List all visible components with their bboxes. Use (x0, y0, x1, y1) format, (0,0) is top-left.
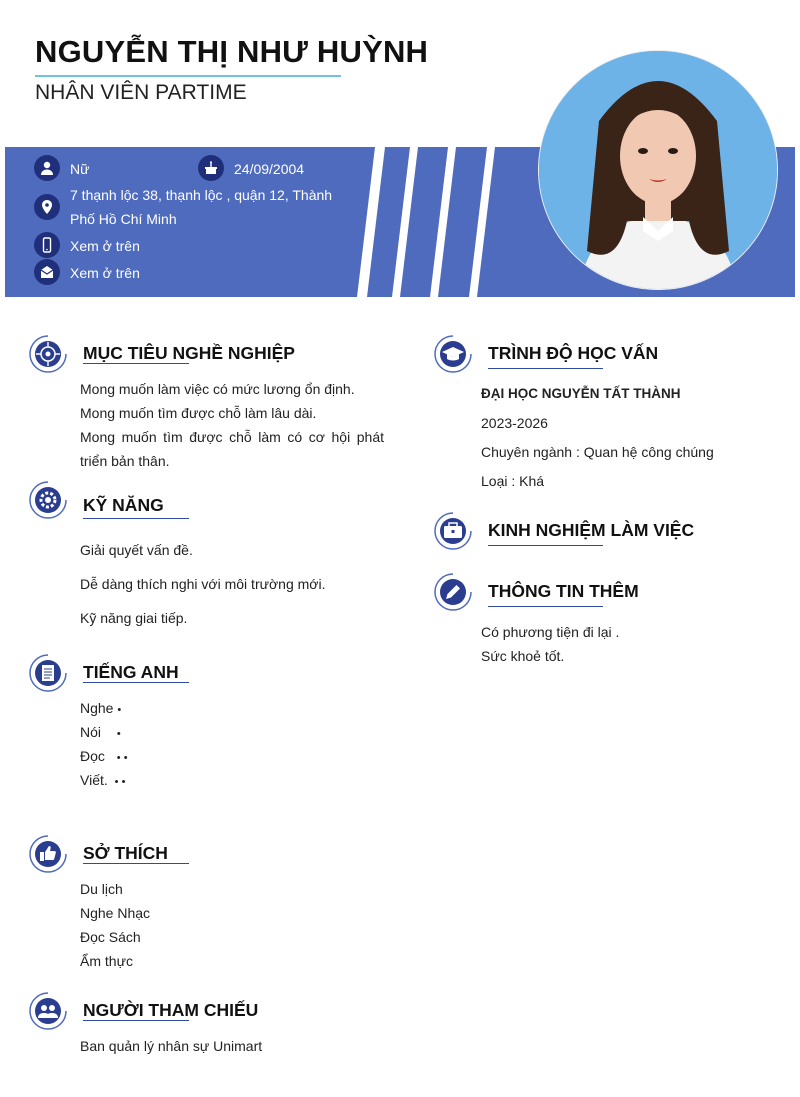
education-years: 2023-2026 (481, 415, 548, 431)
phone-icon (34, 232, 60, 258)
additional-underline (488, 606, 603, 607)
english-skill-dots: • • (114, 776, 126, 788)
thumbs-up-icon (28, 834, 68, 874)
hobby-item: Đọc Sách (80, 929, 141, 945)
education-underline (488, 368, 603, 369)
hobbies-title: SỞ THÍCH (83, 843, 168, 863)
experience-title: KINH NGHIỆM LÀM VIỆC (488, 520, 695, 540)
english-skill-dots: • (117, 704, 122, 716)
english-skill-label: Nghe (80, 700, 114, 716)
people-icon (28, 991, 68, 1031)
skill-item: Giải quyết vấn đề. (80, 542, 193, 558)
english-skill-dots: • (116, 728, 121, 740)
graduation-cap-icon (433, 334, 473, 374)
cake-icon (198, 155, 224, 181)
english-title: TIẾNG ANH (83, 662, 179, 682)
hobby-item: Ẩm thực (80, 953, 133, 969)
gear-icon (28, 480, 68, 520)
additional-title: THÔNG TIN THÊM (488, 581, 639, 601)
additional-item: Có phương tiện đi lại . (481, 624, 620, 640)
skill-item: Kỹ năng giai tiếp. (80, 610, 188, 626)
location-pin-icon (34, 194, 60, 220)
objective-title: MỤC TIÊU NGHỀ NGHIỆP (83, 343, 295, 363)
english-skill-label: Nói (80, 724, 102, 740)
english-skill-row (80, 720, 121, 746)
objective-line: Mong muốn làm việc có mức lương ổn định. (80, 381, 355, 397)
education-major: Chuyên ngành : Quan hệ công chúng (481, 444, 714, 460)
hobbies-list (80, 877, 150, 973)
experience-underline (488, 545, 603, 546)
references-title: NGƯỜI THAM CHIẾU (83, 1000, 259, 1020)
hobby-item: Nghe Nhạc (80, 905, 151, 921)
additional-item: Sức khoẻ tốt. (481, 648, 565, 664)
english-skill-label: Đọc (80, 748, 105, 764)
objective-underline (83, 363, 189, 364)
school-name: ĐẠI HỌC NGUYỄN TẤT THÀNH (481, 386, 681, 401)
english-skill-dots: • • (116, 752, 128, 764)
birthday-value: 24/09/2004 (234, 161, 305, 177)
english-underline (83, 682, 189, 683)
address-line2: Phố Hồ Chí Minh (70, 211, 177, 227)
reference-item: Ban quản lý nhân sự Unimart (80, 1038, 263, 1054)
target-icon (28, 334, 68, 374)
hobby-item: Du lịch (80, 881, 123, 897)
english-skill-row (80, 696, 121, 722)
briefcase-icon (433, 511, 473, 551)
gender-value: Nữ (70, 161, 90, 177)
candidate-name: NGUYỄN THỊ NHƯ HUỲNH (35, 34, 429, 69)
education-grade: Loại : Khá (481, 473, 545, 489)
email-value: Xem ở trên (70, 265, 140, 281)
references-underline (83, 1020, 189, 1021)
english-skill-row (80, 768, 125, 794)
objective-line: Mong muốn tìm được chỗ làm lâu dài. (80, 405, 317, 421)
skill-item: Dễ dàng thích nghi với môi trường mới. (80, 576, 326, 592)
pencil-icon (433, 572, 473, 612)
objective-body (80, 377, 384, 473)
education-title: TRÌNH ĐỘ HỌC VẤN (488, 343, 659, 363)
objective-line: Mong muốn tìm được chỗ làm có cơ hội phát triển bản thân. (80, 429, 384, 469)
address-line1: 7 thạnh lộc 38, thạnh lộc , quận 12, Thành (70, 187, 333, 203)
document-icon (28, 653, 68, 693)
skills-title: KỸ NĂNG (83, 495, 164, 515)
english-skill-row (80, 744, 128, 770)
english-skill-label: Viết. (80, 772, 108, 788)
person-icon (34, 155, 60, 181)
phone-value: Xem ở trên (70, 238, 140, 254)
profile-photo (538, 50, 778, 290)
skills-underline (83, 518, 189, 519)
hobbies-underline (83, 863, 189, 864)
job-title: NHÂN VIÊN PARTIME (35, 81, 247, 104)
name-underline (35, 75, 341, 77)
envelope-icon (34, 259, 60, 285)
additional-list (481, 620, 619, 668)
